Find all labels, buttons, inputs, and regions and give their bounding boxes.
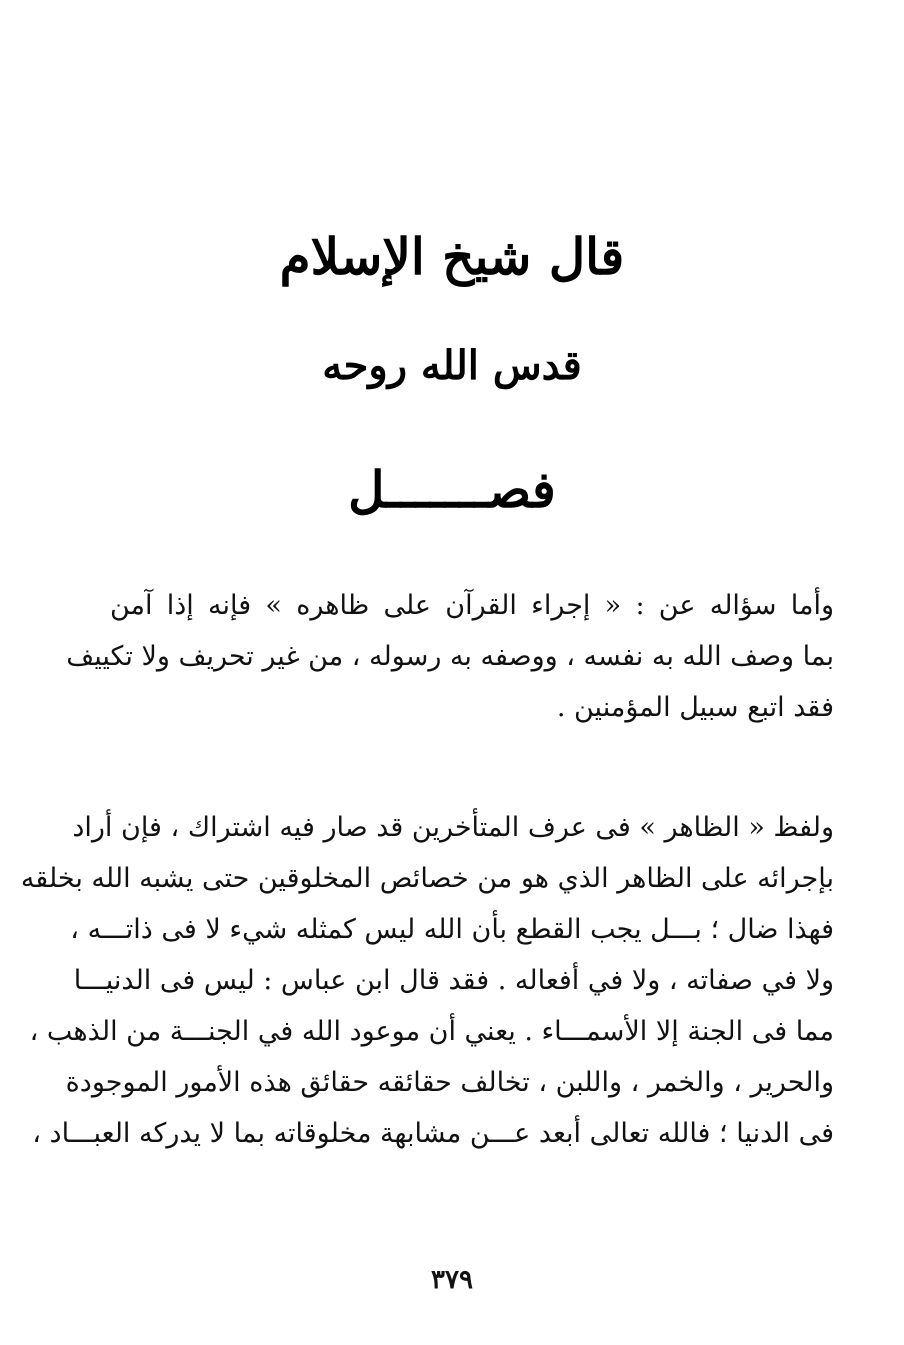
paragraph-line: ولا في صفاته ، ولا في أفعاله . فقد قال ابن عباس : ليس فى الدنيـــا [73,965,834,996]
paragraph-line: فقد اتبع سبيل المؤمنين . [556,692,834,723]
paragraph-line: بإجرائه على الظاهر الذي هو من خصائص المخلوقين حتى يشبه الله بخلقه [20,863,834,894]
paragraph-line: فهذا ضال ؛ بـــل يجب القطع بأن الله ليس كمثله شيء لا فى ذاتـــه ، [70,914,834,945]
paragraph-line: بما وصف الله به نفسه ، ووصفه به رسوله ، من غير تحريف ولا تكييف [66,641,834,672]
paragraph-2 [20,802,834,1159]
paragraph-1 [66,580,834,733]
section-heading: فصـــــــل [348,460,556,519]
paragraph-line: مما فى الجنة إلا الأسمـــاء . يعني أن موعود الله في الجنـــة من الذهب ، [29,1016,834,1047]
paragraph-line: فى الدنيا ؛ فالله تعالى أبعد عـــن مشابهة مخلوقاته بما لا يدركه العبـــاد ، [32,1118,834,1149]
heading-title: قال شيخ الإسلام [279,227,625,286]
heading-subtitle: قدس الله روحه [322,342,582,389]
page-number: ٣٧٩ [431,1265,473,1295]
paragraph-line: وأما سؤاله عن : « إجراء القرآن على ظاهره » فإنه إذا آمن [110,590,834,621]
paragraph-line: ولفظ « الظاهر » فى عرف المتأخرين قد صار فيه اشتراك ، فإن أراد [72,812,834,843]
paragraph-line: والحرير ، والخمر ، واللبن ، تخالف حقائقه حقائق هذه الأمور الموجودة [65,1067,834,1098]
